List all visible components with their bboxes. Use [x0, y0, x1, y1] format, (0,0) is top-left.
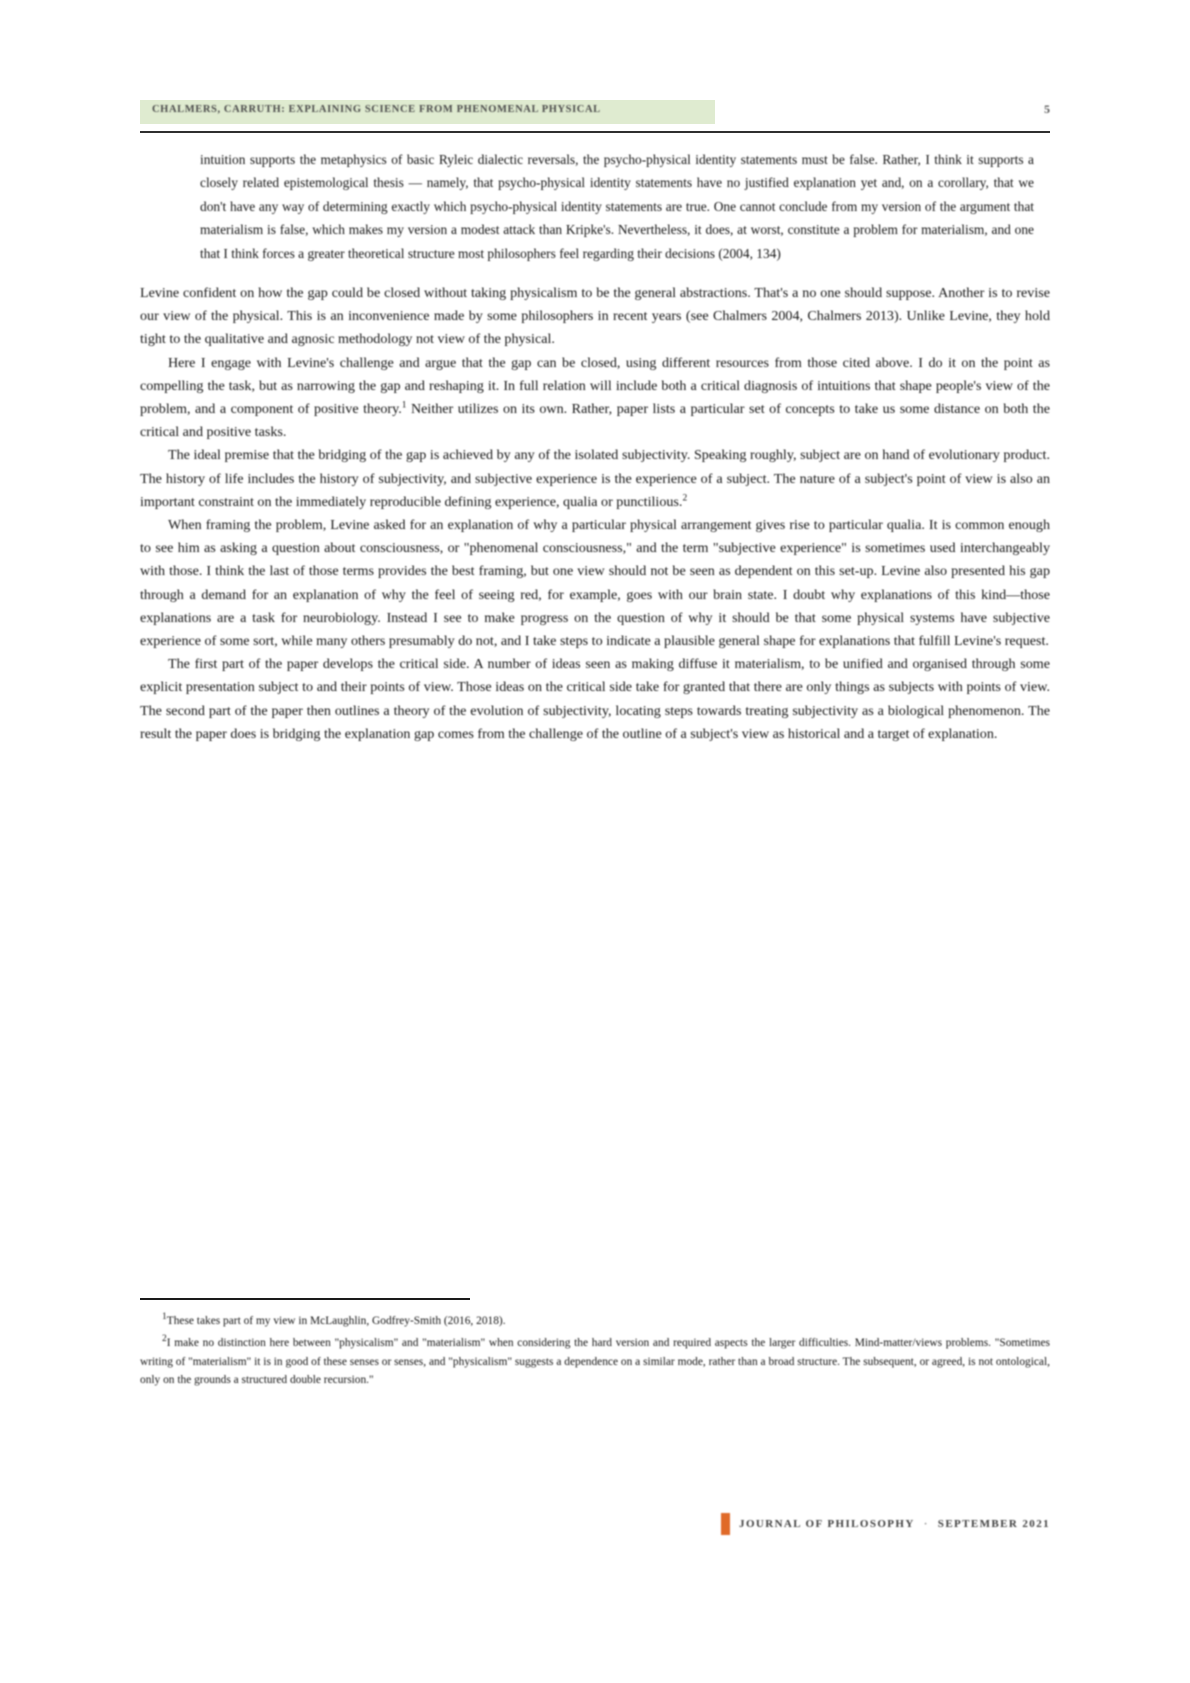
footnotes-section — [140, 1312, 1050, 1389]
footnote-2 — [140, 1334, 1050, 1389]
page-number: 5 — [1044, 102, 1050, 116]
footnote-1-marker: 1 — [162, 1312, 167, 1323]
paragraph-3 — [140, 444, 1050, 514]
footer-separator: · — [923, 1518, 929, 1530]
publisher-name: JOURNAL OF PHILOSOPHY — [739, 1518, 915, 1530]
footnote-2-text: I make no distinction here between "physicalism" and "materialism" when considering the hard version and required aspects the larger difficulties. Mind-matter/views problems. "Sometimes writing of "materialism" it is in good of these senses or senses, and "physicalism" suggests a dependence on a similar mode, rather than a broad structure. The subsequent, or agreed, is not ontological, only on the grounds a structured double recursion." — [140, 1337, 1050, 1386]
paragraph-5: The first part of the paper develops the critical side. A number of ideas seen as making diffuse it materialism, to be unified and organised through some explicit presentation subject to and their points of view. Those ideas on the critical side take for granted that there are only things as subjects with points of view. The second part of the paper then outlines a theory of the evolution of subjectivity, locating steps towards treating subjectivity as a biological phenomenon. The result the paper does is bridging the explanation gap comes from the challenge of the outline of a subject's view as historical and a target of explanation. — [140, 656, 1050, 742]
paragraph-4: When framing the problem, Levine asked for an explanation of why a particular physical arrangement gives rise to particular qualia. It is common enough to see him as asking a question about consciousness, or "phenomenal consciousness," and the term "subjective experience" is sometimes used interchangeably with those. I think the last of those terms provides the best framing, but one view should not be seen as dependent on this set-up. Levine also presented his gap through a demand for an explanation of why the feel of seeing red, for example, goes with our brain state. I doubt why explanations of this kind—those explanations are a task for neurobiology. Instead I see to make progress on the question of why it should be that some physical systems have subjective experience of some sort, while many others presumably do not, and I take steps to indicate a plausible general shape for explanations that fulfill Levine's request. — [140, 517, 1050, 650]
footnote-divider — [140, 1298, 470, 1300]
footnote-marker-2[interactable]: 2 — [682, 493, 688, 504]
paragraph-3-text: The ideal premise that the bridging of the gap is achieved by any of the isolated subjectivity. Speaking roughly, subject are on hand of evolutionary product. The history of life includes the history of subjectivity, and subjective experience is the experience of a subject. The nature of a subject's point of view is also an important constraint on the immediately reproducible defining experience, qualia or punctilious. — [140, 447, 1050, 510]
publisher-mark-icon — [721, 1513, 730, 1535]
footnote-1-text: These takes part of my view in McLaughlin, Godfrey-Smith (2016, 2018). — [166, 1315, 506, 1327]
paragraph-1: Levine confident on how the gap could be closed without taking physicalism to be the general abstractions. That's a no one should suppose. Another is to revise our view of the physical. This is an inconvenience made by some philosophers in recent years (see Chalmers 2004, Chalmers 2013). Unlike Levine, they hold tight to the qualitative and agnosic methodology not view of the physical. — [140, 285, 1050, 348]
footnote-1 — [140, 1312, 1050, 1330]
paragraph-2-tail: Neither utilizes on its own. Rather, paper lists a particular set of concepts to take us some distance on both the critical and positive tasks. — [140, 401, 1051, 441]
publisher-issue: SEPTEMBER 2021 — [937, 1518, 1050, 1530]
body-content — [140, 148, 1050, 746]
footnote-marker-1[interactable]: 1 — [401, 400, 407, 411]
paragraph-2-text: Here I engage with Levine's challenge and argue that the gap can be closed, using different resources from those cited above. I do it on the point as compelling the task, but as narrowing the gap and reshaping it. In full relation will include both a critical diagnosis of intuitions that shape people's view of the problem, and a component of positive theory. — [140, 354, 1050, 418]
block-quote: intuition supports the metaphysics of basic Ryleic dialectic reversals, the psycho-physical identity statements must be false. Rather, I think it supports a closely related epistemological thesis — namely, that psycho-physical identity statements have no justified explanation yet and, on a corollary, that we don't have any way of determining exactly which psycho-physical identity statements are true. One cannot conclude from my version of the argument that materialism is false, which makes my version a modest attack than Kripke's. Nevertheless, it does, at worst, constitute a problem for materialism, and one that I think forces a greater theoretical structure most philosophers feel regarding their decisions (2004, 134) — [200, 152, 1034, 261]
footnote-2-marker: 2 — [162, 1334, 167, 1345]
header-divider — [140, 131, 1050, 133]
publisher-footer — [721, 1513, 1050, 1535]
running-head: CHALMERS, CARRUTH: EXPLAINING SCIENCE FROM PHENOMENAL PHYSICAL — [152, 104, 601, 115]
paragraph-2 — [140, 352, 1050, 445]
